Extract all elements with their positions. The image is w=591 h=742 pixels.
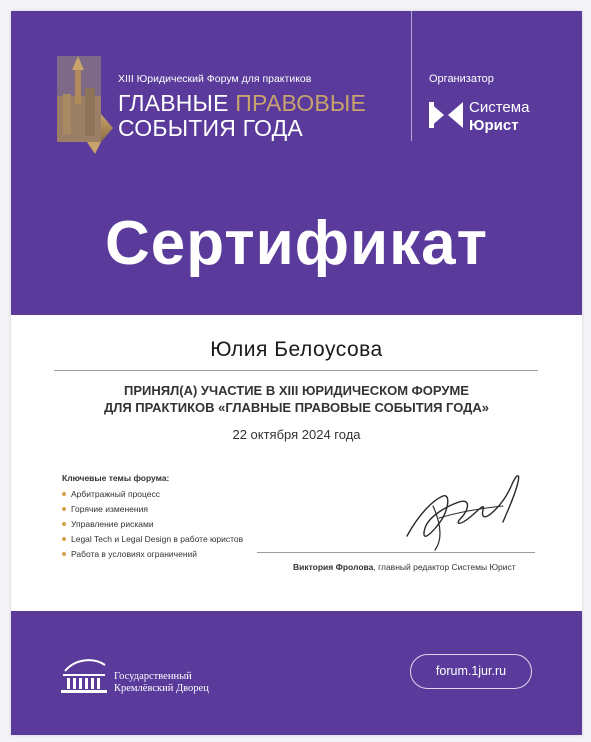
topic-item: Управление рисками [62, 519, 252, 529]
participation-line-1: ПРИНЯЛ(А) УЧАСТИЕ В XIII ЮРИДИЧЕСКОМ ФОРУМЕ [124, 383, 469, 398]
organizer-label: Организатор [429, 73, 494, 85]
forum-title-line2: СОБЫТИЯ ГОДА [118, 115, 303, 141]
topic-item: Горячие изменения [62, 504, 252, 514]
signer-name: Виктория Фролова [293, 562, 374, 572]
certificate [11, 11, 582, 735]
venue-line-2: Кремлёвский Дворец [114, 683, 209, 694]
forum-subtitle: XIII Юридический Форум для практиков [118, 73, 312, 85]
signer-caption [293, 562, 516, 572]
participation-statement [11, 382, 582, 416]
topics-list [62, 489, 252, 564]
topic-item: Арбитражный процесс [62, 489, 252, 499]
forum-title-word2: ПРАВОВЫЕ [235, 90, 367, 116]
certificate-heading: Сертификат [104, 209, 489, 278]
topic-item: Legal Tech и Legal Design в работе юристов [62, 534, 252, 544]
signer-role: , главный редактор Системы Юрист [373, 562, 516, 572]
recipient-underline [54, 370, 538, 371]
header-panel [11, 11, 582, 315]
signature-line [257, 552, 535, 553]
venue-line-1: Государственный [114, 671, 192, 682]
forum-title-word1: ГЛАВНЫЕ [118, 90, 229, 116]
recipient-name: Юлия Белоусова [210, 338, 383, 361]
venue-name [114, 671, 209, 695]
participation-line-2: ДЛЯ ПРАКТИКОВ «ГЛАВНЫЕ ПРАВОВЫЕ СОБЫТИЯ ГОДА» [103, 400, 490, 415]
organizer-logo-icon [429, 102, 463, 128]
organizer-name-line2: Юрист [469, 117, 519, 134]
forum-title [118, 91, 366, 141]
kremlin-palace-icon [59, 651, 109, 695]
topic-item: Работа в условиях ограничений [62, 549, 252, 559]
website-link[interactable]: forum.1jur.ru [410, 654, 532, 689]
forum-logo-icon [57, 56, 113, 162]
header-divider [411, 11, 412, 141]
event-date: 22 октября 2024 года [232, 427, 361, 442]
organizer-name-line1: Система [469, 99, 530, 116]
signature-icon [399, 466, 529, 558]
topics-heading: Ключевые темы форума: [62, 473, 170, 483]
